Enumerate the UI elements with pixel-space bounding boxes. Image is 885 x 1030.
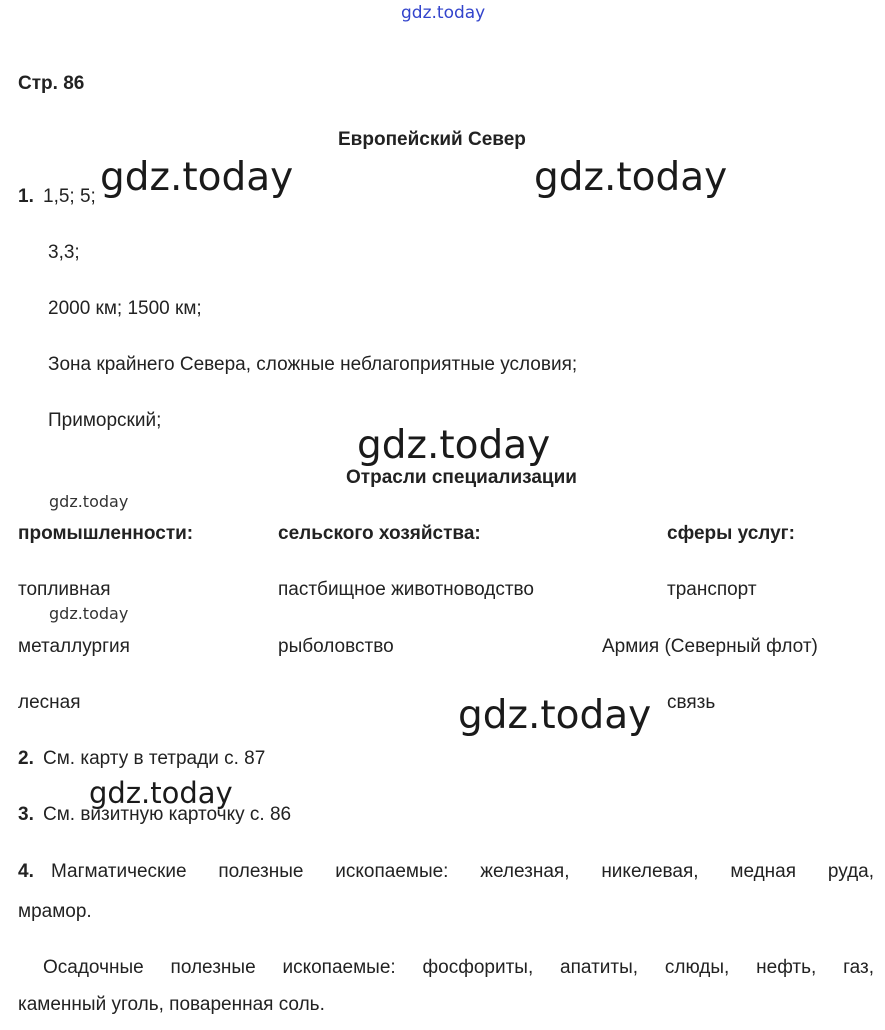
watermark: gdz.today bbox=[100, 155, 294, 200]
task1-line-1: 1,5; 5; bbox=[43, 186, 96, 207]
services-item: связь bbox=[667, 692, 716, 713]
watermark: gdz.today bbox=[534, 155, 728, 200]
task2-number: 2. bbox=[18, 748, 34, 769]
agriculture-item: пастбищное животноводство bbox=[278, 579, 534, 600]
header-services: сферы услуг: bbox=[667, 523, 795, 544]
industry-item: топливная bbox=[18, 579, 111, 600]
task1-line-5: Приморский; bbox=[48, 410, 162, 431]
watermark: gdz.today bbox=[49, 492, 129, 511]
task4-paragraph2-line1: Осадочные полезные ископаемые: фосфориты, апатиты, слюды, нефть, газ, bbox=[43, 957, 874, 978]
task4-number: 4. bbox=[18, 861, 34, 882]
agriculture-item: рыболовство bbox=[278, 636, 394, 657]
header-agriculture: сельского хозяйства: bbox=[278, 523, 481, 544]
task1-line-3: 2000 км; 1500 км; bbox=[48, 298, 202, 319]
watermark: gdz.today bbox=[49, 604, 129, 623]
task3-text: См. визитную карточку с. 86 bbox=[43, 804, 292, 825]
watermark: gdz.today bbox=[458, 693, 652, 738]
task4-paragraph1-line1: Магматические полезные ископаемые: железная, никелевая, медная руда, bbox=[51, 861, 874, 882]
industry-item: металлургия bbox=[18, 636, 130, 657]
watermark: gdz.today bbox=[357, 423, 551, 468]
task3-number: 3. bbox=[18, 804, 34, 825]
services-item: Армия (Северный флот) bbox=[602, 636, 818, 657]
task1-number: 1. bbox=[18, 186, 34, 207]
task4-paragraph2-line2: каменный уголь, поваренная соль. bbox=[18, 994, 325, 1015]
watermark-top: gdz.today bbox=[401, 3, 486, 23]
task1-line-4: Зона крайнего Севера, сложные неблагоприятные условия; bbox=[48, 354, 578, 375]
task1-line-2: 3,3; bbox=[48, 242, 80, 263]
section-title: Европейский Север bbox=[338, 129, 526, 150]
page-number: Стр. 86 bbox=[18, 73, 85, 94]
task4-paragraph1-line2: мрамор. bbox=[18, 901, 92, 922]
services-item: транспорт bbox=[667, 579, 757, 600]
industry-item: лесная bbox=[18, 692, 81, 713]
watermark: gdz.today bbox=[89, 776, 233, 810]
task2-text: См. карту в тетради с. 87 bbox=[43, 748, 266, 769]
header-industry: промышленности: bbox=[18, 523, 194, 544]
specialization-title: Отрасли специализации bbox=[346, 467, 577, 488]
